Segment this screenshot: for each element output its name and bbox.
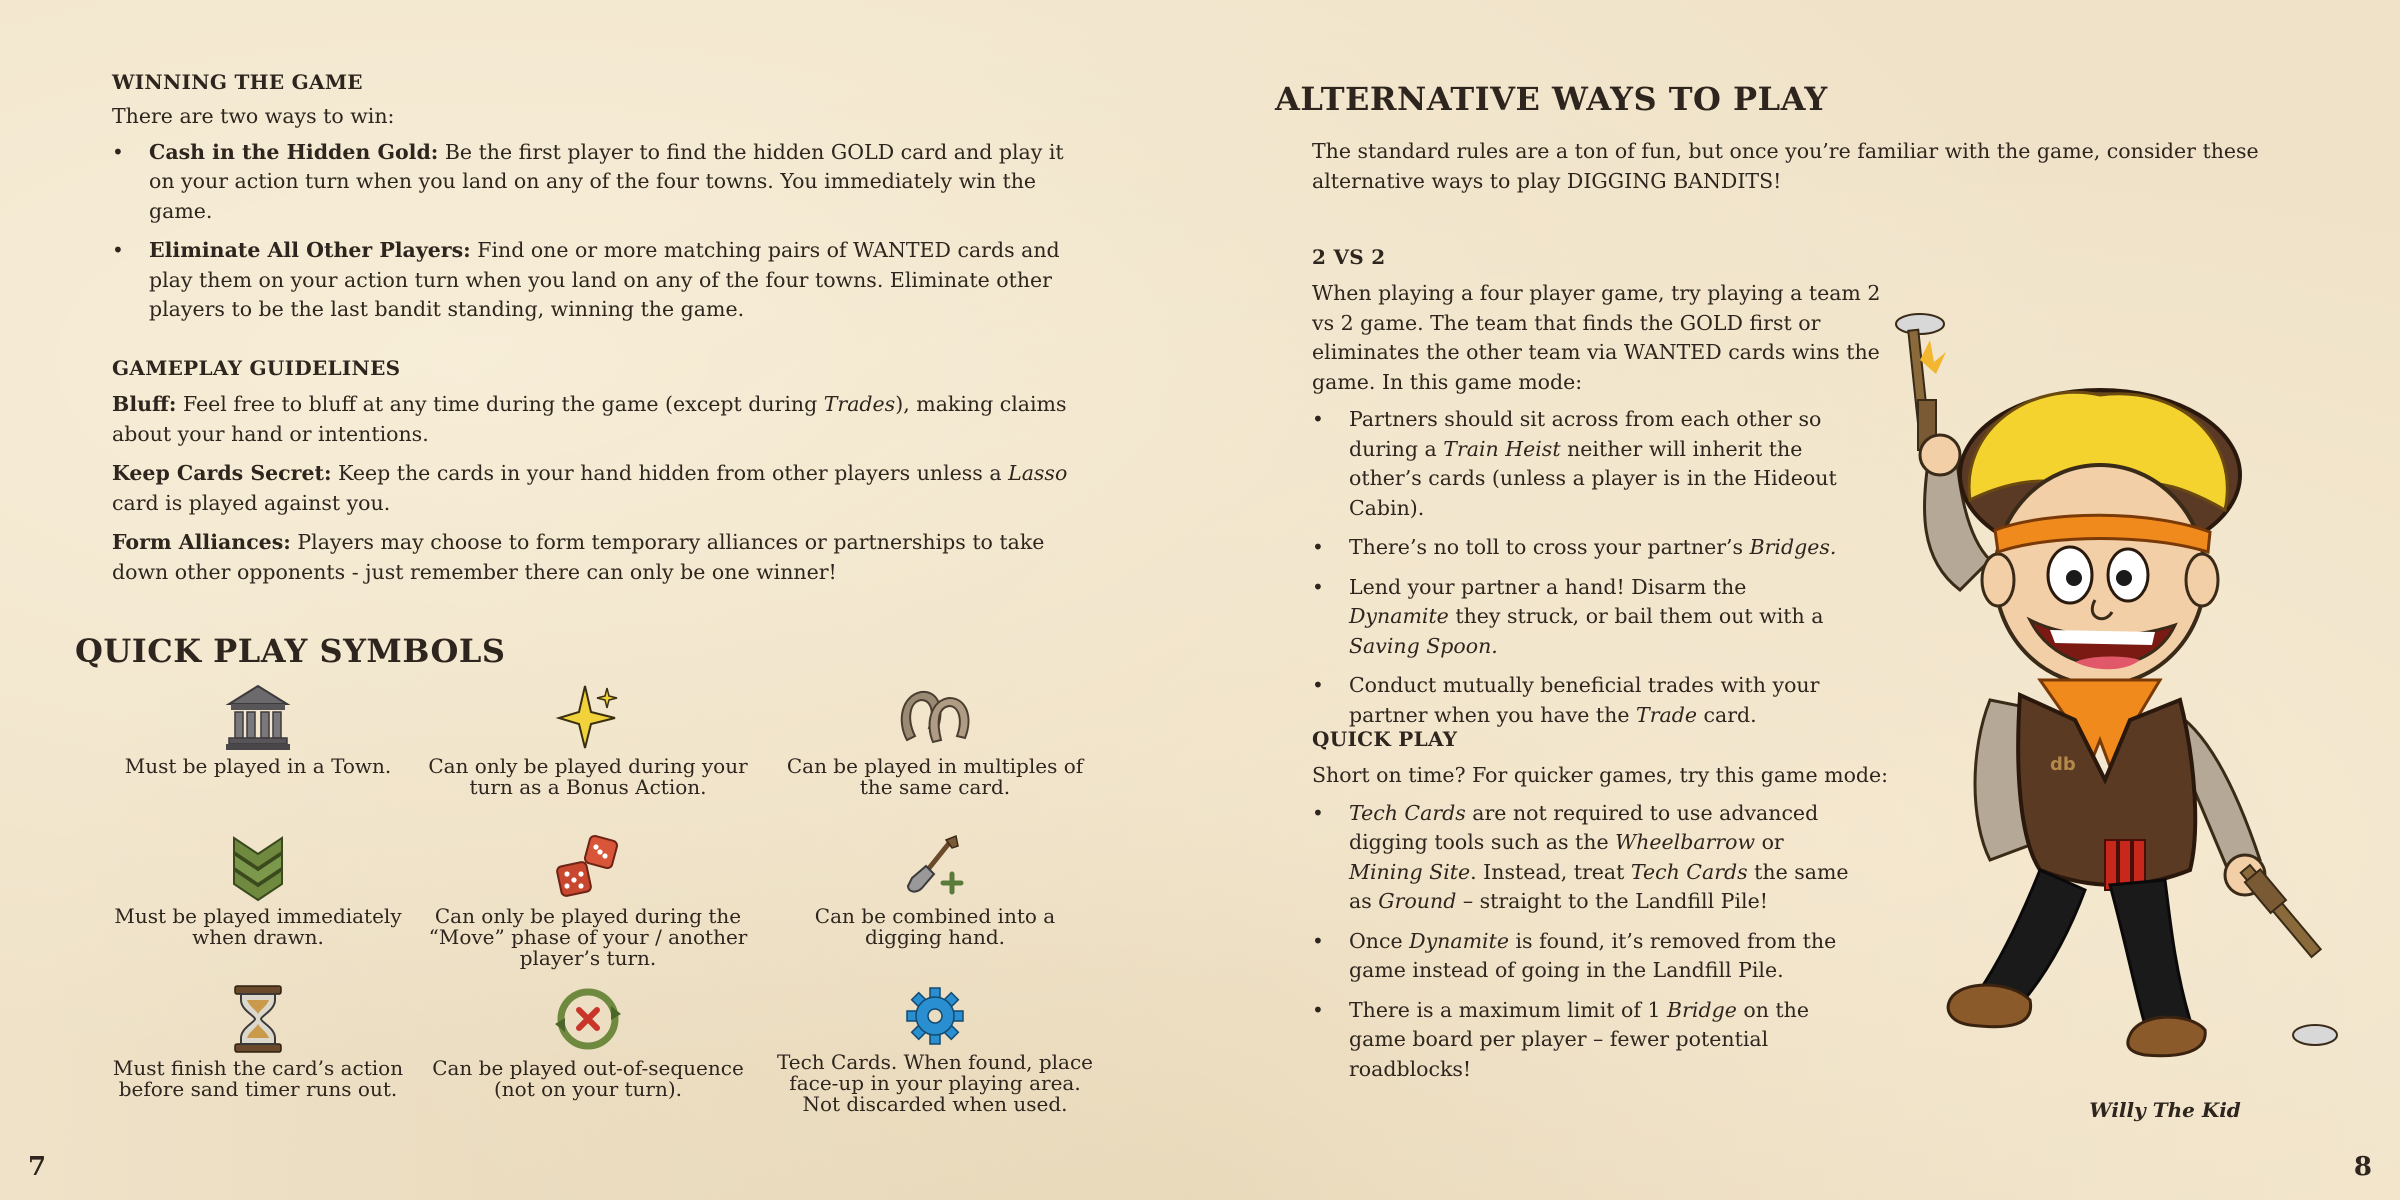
winning-list (112, 138, 1092, 325)
quick-heading: QUICK PLAY (1312, 727, 1458, 751)
symbol-caption: Must finish the card’s action before sand timer runs out. (112, 1056, 404, 1101)
shovel-plus-icon (900, 834, 970, 902)
guidelines-section (112, 356, 1092, 597)
list-item: • Lend your partner a hand! Disarm the Dynamite they struck, or bail them out with a Saving Spoon. (1312, 573, 1852, 662)
bluff-paragraph: Bluff: Feel free to bluff at any time during the game (except during Trades), making claims about your hand or intentions. (112, 392, 1067, 446)
symbol-combine (775, 834, 1095, 948)
symbol-caption: Can only be played during your turn as a Bonus Action. (428, 754, 748, 799)
symbol-bonus (428, 682, 748, 798)
symbol-town (98, 682, 418, 777)
quick-list (1312, 799, 1852, 1085)
alternative-intro: The standard rules are a ton of fun, but once you’re familiar with the game, consider these alternative ways to play DIGGING BANDITS! (1312, 139, 2259, 193)
svg-text:db: db (2050, 754, 2076, 775)
willy-the-kid-illustration (1890, 300, 2340, 1090)
alliance-paragraph: Form Alliances: Players may choose to form temporary alliances or partnerships to take down other opponents - just remember there can only be one winner! (112, 530, 1045, 584)
symbol-move (428, 834, 748, 969)
vs-intro: When playing a four player game, try playing a team 2 vs 2 game. The team that finds the GOLD first or eliminates the other team via WANTED cards wins the game. In this game mode: (1312, 281, 1881, 394)
list-item: • Once Dynamite is found, it’s removed from the game instead of going in the Landfill Pile. (1312, 927, 1852, 986)
list-item: • There’s no toll to cross your partner’s Bridges. (1312, 533, 1852, 563)
symbol-caption: Must be played immediately when drawn. (114, 904, 402, 949)
horseshoes-icon (895, 682, 975, 752)
quick-section (1312, 727, 1892, 1094)
secret-paragraph: Keep Cards Secret: Keep the cards in your hand hidden from other players unless a Lasso card is played against you. (112, 461, 1068, 515)
cycle-x-icon (553, 984, 623, 1054)
list-item: • There is a maximum limit of 1 Bridge on the game board per player – fewer potential roadblocks! (1312, 996, 1852, 1085)
alternative-heading: ALTERNATIVE WAYS TO PLAY (1275, 80, 1828, 118)
page-number: 7 (28, 1152, 47, 1182)
symbol-out-of-sequence (428, 984, 748, 1100)
symbol-immediate (98, 834, 418, 948)
guidelines-heading: GAMEPLAY GUIDELINES (112, 356, 401, 380)
symbol-caption: Can only be played during the “Move” phase of your / another player’s turn. (428, 904, 748, 970)
list-item: • Cash in the Hidden Gold: Be the first player to find the hidden GOLD card and play it on your action turn when you land on any of the four towns. You immediately win the game. (112, 138, 1092, 227)
list-item: • Partners should sit across from each other so during a Train Heist neither will inherit the other’s cards (unless a player is in the Hideout Cabin). (1312, 405, 1852, 523)
character-caption: Willy The Kid (2089, 1098, 2241, 1122)
symbol-timer (98, 984, 418, 1100)
symbol-tech (775, 984, 1095, 1115)
gear-icon (903, 984, 967, 1048)
winning-intro: There are two ways to win: (112, 104, 395, 128)
dice-icon (553, 834, 623, 902)
winning-heading: WINNING THE GAME (112, 70, 363, 94)
page-number: 8 (2353, 1152, 2372, 1182)
vs-section (1312, 245, 1892, 740)
hourglass-icon (231, 984, 285, 1054)
symbol-caption: Must be played in a Town. (124, 754, 392, 778)
right-page (1200, 0, 2400, 1200)
list-item: • Tech Cards are not required to use advanced digging tools such as the Wheelbarrow or Mining Site. Instead, treat Tech Cards the same as Ground – straight to the Landfill Pile! (1312, 799, 1852, 917)
symbol-caption: Tech Cards. When found, place face-up in your playing area. Not discarded when used. (776, 1050, 1094, 1116)
symbol-caption: Can be played in multiples of the same card. (786, 754, 1084, 799)
symbol-caption: Can be played out-of-sequence (not on your turn). (432, 1056, 744, 1101)
symbol-caption: Can be combined into a digging hand. (814, 904, 1056, 949)
symbols-heading: QUICK PLAY SYMBOLS (75, 632, 506, 670)
list-item: • Eliminate All Other Players: Find one or more matching pairs of WANTED cards and play them on your action turn when you land on any of the four towns. Eliminate other players to be the last bandit standing, winning the game. (112, 236, 1092, 325)
symbol-multiples (775, 682, 1095, 798)
sparkle-icon (555, 682, 621, 752)
vs-heading: 2 VS 2 (1312, 245, 1386, 269)
quick-intro: Short on time? For quicker games, try this game mode: (1312, 763, 1889, 787)
winning-section (112, 70, 1092, 335)
list-item: • Conduct mutually beneficial trades with your partner when you have the Trade card. (1312, 671, 1852, 730)
vs-list (1312, 405, 1852, 730)
town-building-icon (225, 682, 291, 752)
chevrons-down-icon (228, 834, 288, 902)
